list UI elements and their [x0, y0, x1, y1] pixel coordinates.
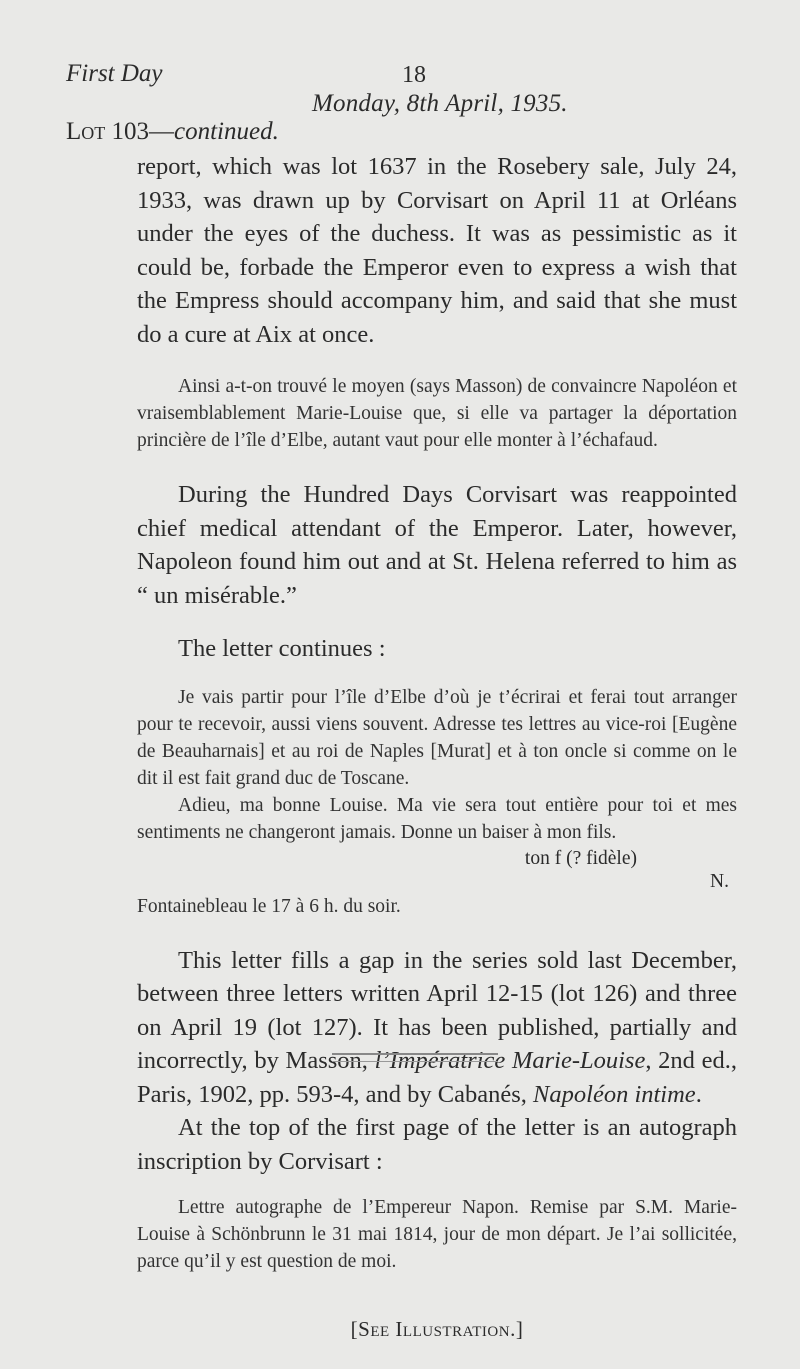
letter-closing: ton f (? fidèle)	[524, 847, 637, 869]
paragraph-hundred-days: During the Hundred Days Corvisart was reappointed chief medical attendant of the Emperor. Later, however, Napoleon found him out and at St. Helena referred to him as “ un misérable.”	[137, 481, 737, 609]
sale-date: Monday, 8th April, 1935.	[312, 90, 568, 117]
see-illustration-note: [See Illustration.]	[350, 1317, 524, 1341]
running-head-day: First Day	[66, 60, 163, 87]
page-header	[0, 0, 800, 120]
catalogue-text	[137, 150, 737, 1342]
page-number: 18	[402, 62, 426, 88]
paragraph-inscription-intro: At the top of the first page of the letter is an autograph inscription by Corvisart :	[137, 1114, 737, 1175]
letter-text-adieu: Adieu, ma bonne Louise. Ma vie sera tout entière pour toi et mes sentiments ne changeront jamais. Donne un baiser à mon fils.	[137, 794, 737, 843]
gap-series-text-3: .	[695, 1080, 702, 1108]
gap-series-text-1: This letter fills a gap in the series sold last December, between three letters written April 12-15 (lot 126) and three on April 19 (lot 127). It has been published, partially and incorrectly, by Masson,	[137, 946, 737, 1074]
paragraph-report: report, which was lot 1637 in the Rosebery sale, July 24, 1933, was drawn up by Corvisart on April 11 at Orléans under the eyes of the duchess. It was as pessimistic as it could be, forbade the Emperor even to express a wish that the Empress should accompany him, and said that she must do a cure at Aix at once.	[137, 153, 737, 348]
section-divider	[332, 1053, 498, 1062]
lot-continued: continued.	[174, 118, 279, 145]
letter-text-elba: Je vais partir pour l’île d’Elbe d’où je t’écrirai et ferai tout arranger pour te recevoir, aussi viens souvent. Adresse tes lettres au vice-roi [Eugène de Beauharnais] et au roi de Naples [Murat] et à ton oncle si comme on le dit il est fait grand duc de Toscane.	[137, 686, 737, 789]
lot-heading: Lot 103—continued.	[66, 118, 279, 145]
paragraph-letter-continues: The letter continues :	[178, 635, 386, 662]
letter-signature: N.	[710, 870, 729, 892]
letter-place-date: Fontainebleau le 17 à 6 h. du soir.	[137, 895, 401, 917]
quote-masson: Ainsi a-t-on trouvé le moyen (says Masson) de convaincre Napoléon et vraisemblablement Marie-Louise que, si elle va partager la déportation princière de l’île d’Elbe, autant vaut pour elle monter à l’échafaud.	[137, 376, 737, 451]
book-title-masson: l’Impératrice Marie-Louise	[374, 1047, 646, 1074]
paragraph-gap-series	[137, 944, 737, 1112]
quote-corvisart-inscription: Lettre autographe de l’Empereur Napon. Remise par S.M. Marie-Louise à Schönbrunn le 31 mai 1814, jour de mon départ. Je l’ai sollicitée, parce qu’il y est question de moi.	[137, 1197, 737, 1272]
gap-series-text-2: , 2nd ed., Paris, 1902, pp. 593-4, and by Cabanés,	[137, 1047, 738, 1108]
lot-label: Lot 103	[66, 118, 150, 145]
book-title-cabanes: Napoléon intime	[533, 1080, 696, 1108]
